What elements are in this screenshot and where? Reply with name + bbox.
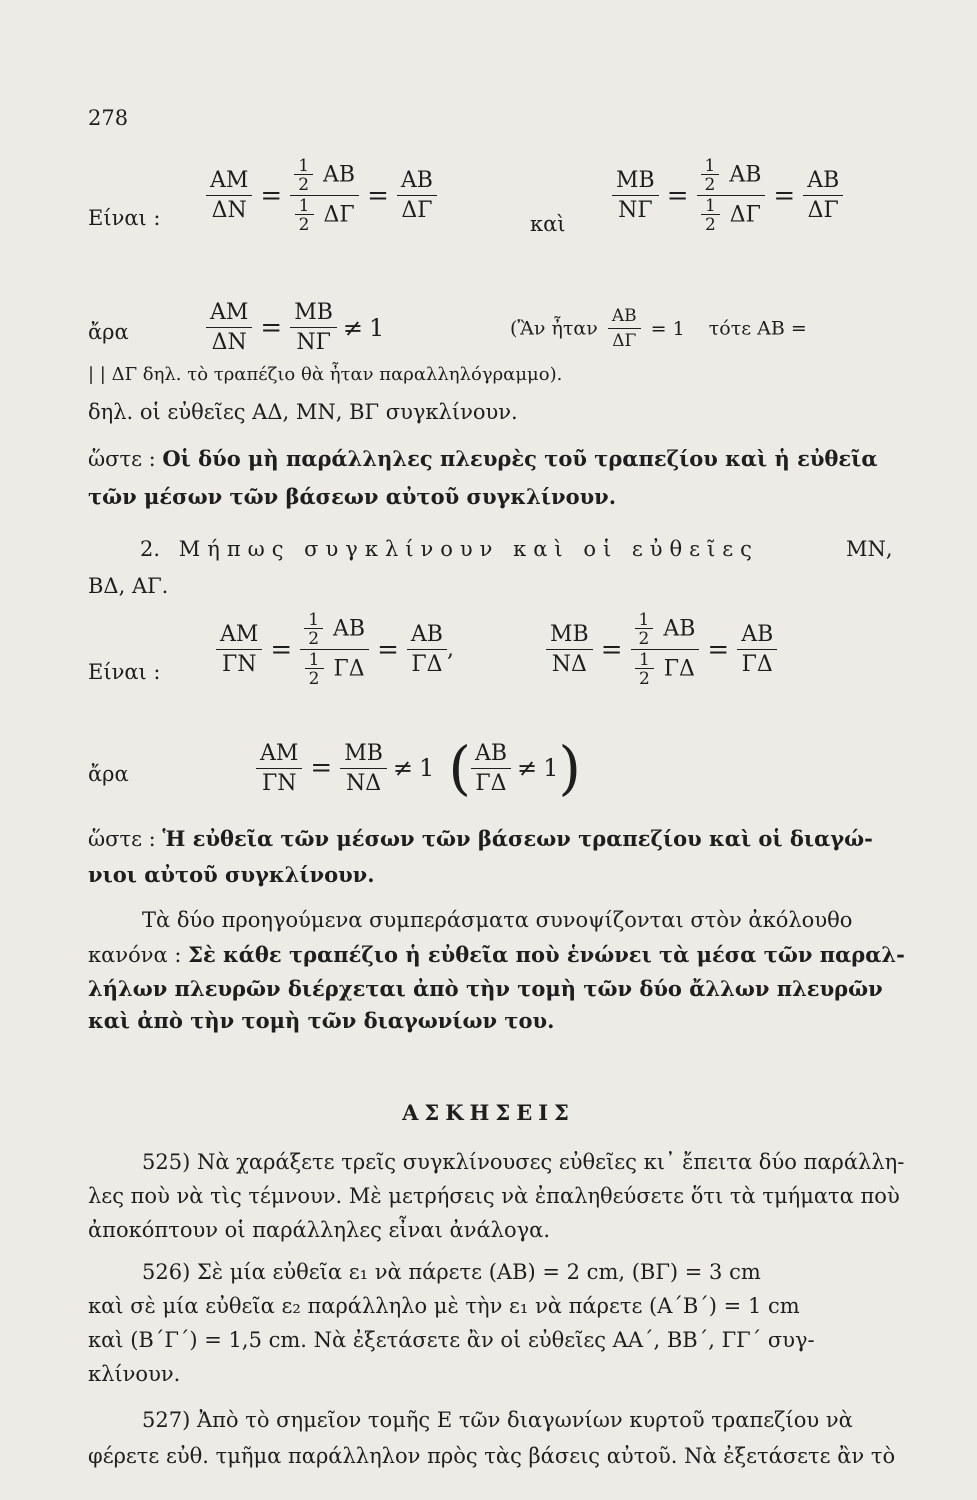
rule-line1: Τὰ δύο προηγούμενα συμπεράσματα συνοψίζονται στὸν ἀκόλουθο	[142, 908, 853, 932]
eq2-paren-fraction: $\frac{AB}{\Delta\Gamma}$	[608, 306, 641, 351]
part2-end: ΜΝ,	[846, 537, 893, 561]
eq3-lhs-fraction: $\frac{AM}{\Gamma N}$	[216, 622, 262, 677]
eq3b-compound-fraction: $\frac{1}{2}$ ΑΒ $\frac{1}{2}$ ΓΔ	[631, 612, 700, 687]
ex527-line1: 527) Ἀπὸ τὸ σημεῖον τομῆς Ε τῶν διαγωνίων κυρτοῦ τραπεζίου νὰ	[142, 1408, 853, 1432]
equation-3: $\frac{AM}{\Gamma N}$ = $\frac{1}{2}$ ΑΒ $\frac{1}{2}$ ΓΔ = $\frac{AB}{\Gamma\Delta}$ ,	[216, 612, 454, 687]
eq2-continuation: | | ΔΓ δηλ. τὸ τραπέζιο θὰ ἦταν παραλληλόγραμμο).	[88, 364, 563, 385]
eq3-result-fraction: $\frac{AB}{\Gamma\Delta}$	[407, 622, 447, 677]
eq1-result-fraction: $\frac{AB}{\Delta\Gamma}$	[397, 168, 437, 223]
ex526-line3: καὶ (Β΄Γ΄) = 1,5 cm. Νὰ ἐξετάσετε ἂν οἱ εὐθεῖες ΑΑ΄, ΒΒ΄, ΓΓ΄ συγ-	[88, 1328, 815, 1352]
eq4-lead: ἄρα	[88, 762, 129, 786]
page-number: 278	[88, 106, 129, 130]
eq1-kai: καὶ	[530, 212, 566, 236]
eq2-lead: ἄρα	[88, 320, 129, 344]
ex527-line2: φέρετε εὐθ. τμῆμα παράλληλον πρὸς τὰς βάσεις αὐτοῦ. Νὰ ἐξετάσετε ἂν τὸ	[88, 1444, 896, 1468]
conclusion-2: ὥστε : Ἡ εὐθεῖα τῶν μέσων τῶν βάσεων τραπεζίου καὶ οἱ διαγώ-	[88, 826, 873, 851]
conclusion-1-line2: τῶν μέσων τῶν βάσεων αὐτοῦ συγκλίνουν.	[88, 484, 617, 509]
equation-4: $\frac{AM}{\Gamma N}$ = $\frac{MB}{N\Delta}$ ≠ 1 ( $\frac{AB}{\Gamma\Delta}$ ≠ 1)	[256, 738, 581, 798]
rule-line2: κανόνα : Σὲ κάθε τραπέζιο ἡ εὐθεῖα ποὺ ἑνώνει τὰ μέσα τῶν παραλ-	[88, 942, 905, 967]
eq3-lead: Είναι :	[88, 660, 161, 684]
eq1-lhs-fraction: $\frac{AM}{\Delta N}$	[206, 168, 252, 223]
equation-1: $\frac{AM}{\Delta N}$ = $\frac{1}{2}$ ΑΒ $\frac{1}{2}$ ΔΓ = $\frac{AB}{\Delta\Gamma}$	[206, 158, 437, 233]
equation-1b: $\frac{MB}{N\Gamma}$ = $\frac{1}{2}$ ΑΒ $\frac{1}{2}$ ΔΓ = $\frac{AB}{\Delta\Gamma}$	[612, 158, 843, 233]
ex526-line2: καὶ σὲ μία εὐθεῖα ε₂ παράλληλο μὲ τὴν ε₁ νὰ πάρετε (Α΄Β΄) = 1 cm	[88, 1294, 800, 1318]
conclusion-1: ὥστε : Οἱ δύο μὴ παράλληλες πλευρὲς τοῦ τραπεζίου καὶ ἡ εὐθεῖα	[88, 446, 878, 471]
ex525-line2: λες ποὺ νὰ τὶς τέμνουν. Μὲ μετρήσεις νὰ ἐπαληθεύσετε ὅτι τὰ τμήματα ποὺ	[88, 1184, 900, 1208]
eq3-compound-fraction: $\frac{1}{2}$ ΑΒ $\frac{1}{2}$ ΓΔ	[300, 612, 369, 687]
ex525-line1: 525) Νὰ χαράξετε τρεῖς συγκλίνουσες εὐθεῖες κι᾽ ἔπειτα δύο παράλλη-	[142, 1150, 905, 1174]
eq2-parenthetical: (Ἂν ἦταν $\frac{AB}{\Delta\Gamma}$ = 1 τότε ΑΒ =	[510, 306, 807, 351]
rule-line4: καὶ ἀπὸ τὴν τομὴ τῶν διαγωνίων του.	[88, 1008, 555, 1033]
part2-line2: ΒΔ, ΑΓ.	[88, 574, 169, 598]
ex525-line3: ἀποκόπτουν οἱ παράλληλες εἶναι ἀνάλογα.	[88, 1218, 551, 1242]
eq2-frac-b: $\frac{MB}{N\Gamma}$	[290, 300, 337, 355]
eq3b-lhs-fraction: $\frac{MB}{N\Delta}$	[546, 622, 593, 677]
part2-heading: 2. Μήπως συγκλίνουν καὶ οἱ εὐθεῖες	[140, 537, 759, 561]
line-dil: δηλ. οἱ εὐθεῖες ΑΔ, ΜΝ, ΒΓ συγκλίνουν.	[88, 400, 518, 424]
eq4-frac-c: $\frac{AB}{\Gamma\Delta}$	[471, 741, 511, 796]
eq1-lead: Είναι :	[88, 206, 161, 230]
equation-2: $\frac{AM}{\Delta N}$ = $\frac{MB}{N\Gamma}$ ≠ 1	[206, 300, 384, 355]
eq1b-compound-fraction: $\frac{1}{2}$ ΑΒ $\frac{1}{2}$ ΔΓ	[697, 158, 766, 233]
eq1b-lhs-fraction: $\frac{MB}{N\Gamma}$	[612, 168, 659, 223]
eq1-compound-fraction: $\frac{1}{2}$ ΑΒ $\frac{1}{2}$ ΔΓ	[290, 158, 359, 233]
eq2-frac-a: $\frac{AM}{\Delta N}$	[206, 300, 252, 355]
ex526-line4: κλίνουν.	[88, 1362, 181, 1386]
eq3b-result-fraction: $\frac{AB}{\Gamma\Delta}$	[737, 622, 777, 677]
rule-line3: λήλων πλευρῶν διέρχεται ἀπὸ τὴν τομὴ τῶν δύο ἄλλων πλευρῶν	[88, 976, 883, 1001]
section-heading: ΑΣΚΗΣΕΙΣ	[402, 1100, 575, 1125]
eq4-frac-b: $\frac{MB}{N\Delta}$	[340, 741, 387, 796]
eq4-frac-a: $\frac{AM}{\Gamma N}$	[256, 741, 302, 796]
ex526-line1: 526) Σὲ μία εὐθεῖα ε₁ νὰ πάρετε (ΑΒ) = 2 cm, (ΒΓ) = 3 cm	[142, 1260, 761, 1284]
eq1b-result-fraction: $\frac{AB}{\Delta\Gamma}$	[803, 168, 843, 223]
conclusion-2-line2: νιοι αὐτοῦ συγκλίνουν.	[88, 862, 375, 887]
equation-3b: $\frac{MB}{N\Delta}$ = $\frac{1}{2}$ ΑΒ $\frac{1}{2}$ ΓΔ = $\frac{AB}{\Gamma\Delta}$	[546, 612, 777, 687]
